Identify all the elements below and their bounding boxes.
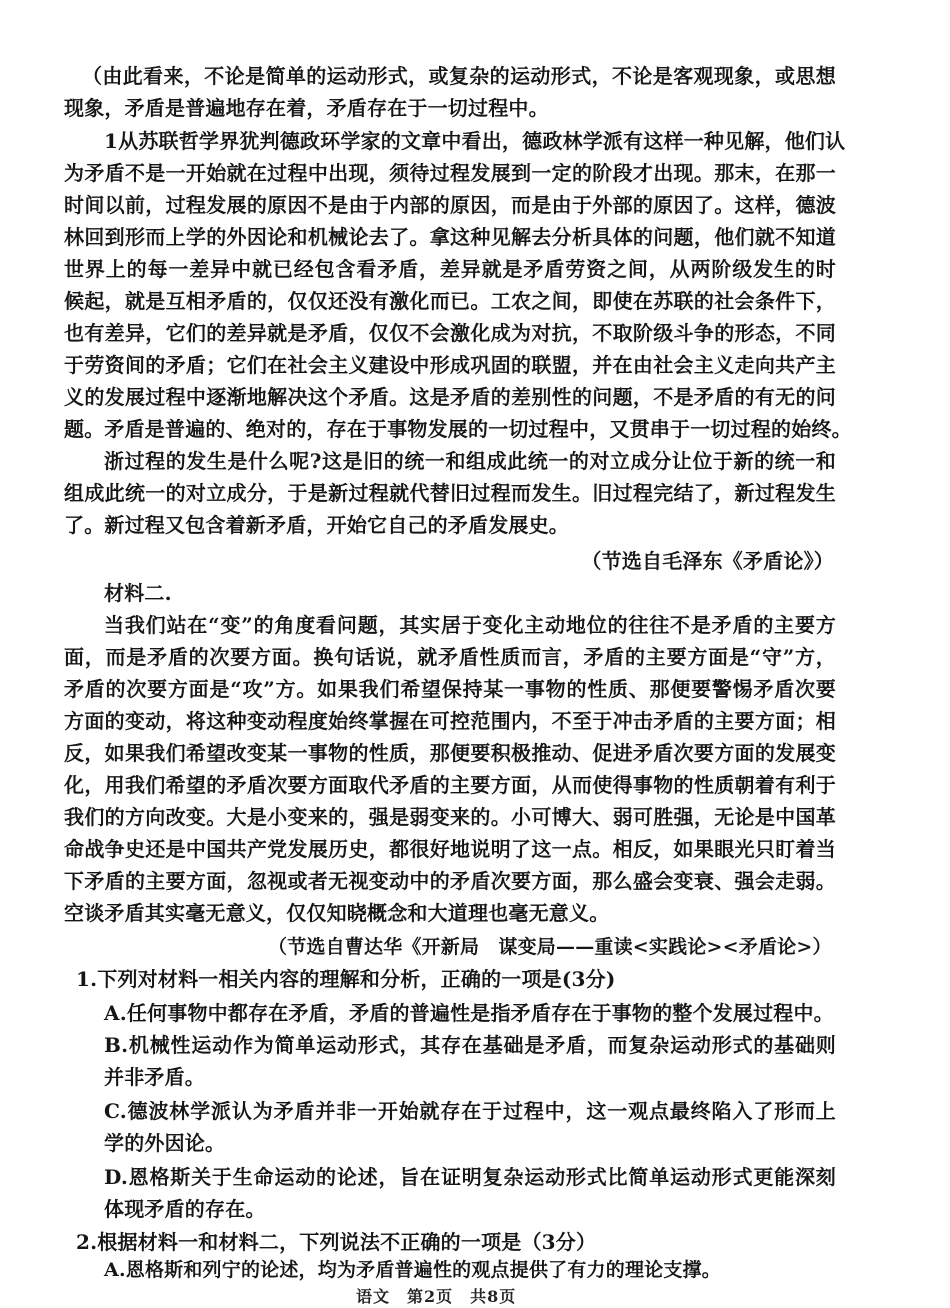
question-stem: 1.下列对材料一相关内容的理解和分析，正确的一项是(3分): [76, 967, 616, 991]
text-line: （由此看来，不论是简单的运动形式，或复杂的运动形式，不论是客观现象，或思想: [82, 64, 836, 88]
text-line: 矛盾的次要方面是“攻”方。如果我们希望保持某一事物的性质、那便要警惕矛盾次要: [64, 677, 836, 701]
text-line: 候起，就是互相矛盾的，仅仅还没有激化而已。工农之间，即使在苏联的社会条件下，: [64, 289, 836, 313]
text-line: 方面的变动，将这种变动程度始终掌握在可控范围内，不至于冲击矛盾的主要方面；相: [64, 709, 836, 733]
text-line: 义的发展过程中逐渐地解决这个矛盾。这是矛盾的差别性的问题，不是矛盾的有无的问: [64, 385, 836, 409]
section-heading: 材料二.: [104, 581, 172, 605]
text-line: 世界上的每一差异中就已经包含看矛盾，差异就是矛盾劳资之间，从两阶级发生的时: [64, 257, 836, 281]
option-a: A.任何事物中都存在矛盾，矛盾的普遍性是指矛盾存在于事物的整个发展过程中。: [104, 1001, 834, 1025]
page-footer: 语文 第2页 共8页: [356, 1287, 517, 1306]
text-line: 也有差异，它们的差异就是矛盾，仅仅不会激化成为对抗，不取阶级斗争的形态，不同: [64, 321, 836, 345]
source-citation: （节选自毛泽东《矛盾论》）: [581, 549, 834, 573]
text-line: 浙过程的发生是什么呢?这是旧的统一和组成此统一的对立成分让位于新的统一和: [104, 449, 836, 473]
option-b: B.机械性运动作为简单运动形式，其存在基础是矛盾，而复杂运动形式的基础则: [104, 1033, 836, 1057]
text-line: 时间以前，过程发展的原因不是由于内部的原因，而是由于外部的原因了。这样，德波: [64, 193, 836, 217]
question-stem: 2.根据材料一和材料二，下列说法不正确的一项是（3分）: [76, 1230, 597, 1254]
option-b-continued: 并非矛盾。: [104, 1065, 205, 1089]
option-d-continued: 体现矛盾的存在。: [104, 1197, 266, 1221]
source-citation: （节选自曹达华《开新局 谋变局——重读<实践论><矛盾论>）: [268, 936, 832, 958]
text-line: 林回到形而上学的外因论和机械论去了。拿这种见解去分析具体的问题，他们就不知道: [64, 225, 836, 249]
text-line: 1从苏联哲学界犹判德政环学家的文章中看出，德政林学派有这样一种见解，他们认: [104, 129, 846, 153]
text-line: 化，用我们希望的矛盾次要方面取代矛盾的主要方面，从而使得事物的性质朝着有利于: [64, 773, 836, 797]
text-line: 了。新过程又包含着新矛盾，开始它自己的矛盾发展史。: [64, 513, 569, 537]
text-line: 面，而是矛盾的次要方面。换句话说，就矛盾性质而言，矛盾的主要方面是“守”方，: [64, 645, 836, 669]
text-line: 当我们站在“变”的角度看问题，其实居于变化主动地位的往往不是矛盾的主要方: [104, 613, 836, 637]
text-line: 命战争史还是中国共产党发展历史，都很好地说明了这一点。相反，如果眼光只盯着当: [64, 837, 836, 861]
text-line: 题。矛盾是普遍的、绝对的，存在于事物发展的一切过程中，又贯串于一切过程的始终。: [64, 417, 852, 441]
option-c: C.德波林学派认为矛盾并非一开始就存在于过程中，这一观点最终陷入了形而上: [104, 1099, 836, 1123]
option-d: D.恩格斯关于生命运动的论述，旨在证明复杂运动形式比简单运动形式更能深刻: [104, 1165, 836, 1189]
option-c-continued: 学的外因论。: [104, 1131, 226, 1155]
text-line: 我们的方向改变。大是小变来的，强是弱变来的。小可博大、弱可胜强，无论是中国革: [64, 805, 836, 829]
text-line: 反，如果我们希望改变某一事物的性质，那便要积极推动、促进矛盾次要方面的发展变: [64, 741, 836, 765]
text-line: 于劳资间的矛盾；它们在社会主义建设中形成巩固的联盟，并在由社会主义走向共产主: [64, 353, 836, 377]
text-line: 为矛盾不是一开始就在过程中出现，须待过程发展到一定的阶段才出现。那末，在那一: [64, 161, 836, 185]
text-line: 组成此统一的对立成分，于是新过程就代替旧过程而发生。旧过程完结了，新过程发生: [64, 481, 836, 505]
text-line: 空谈矛盾其实毫无意义，仅仅知晓概念和大道理也毫无意义。: [64, 901, 610, 925]
text-line: 现象，矛盾是普遍地存在着，矛盾存在于一切过程中。: [64, 96, 549, 120]
option-a: A.恩格斯和列宁的论述，均为矛盾普遍性的观点提供了有力的理论支撑。: [104, 1259, 721, 1281]
text-line: 下矛盾的主要方面，忽视或者无视变动中的矛盾次要方面，那么盛会变衰、强会走弱。: [64, 869, 836, 893]
